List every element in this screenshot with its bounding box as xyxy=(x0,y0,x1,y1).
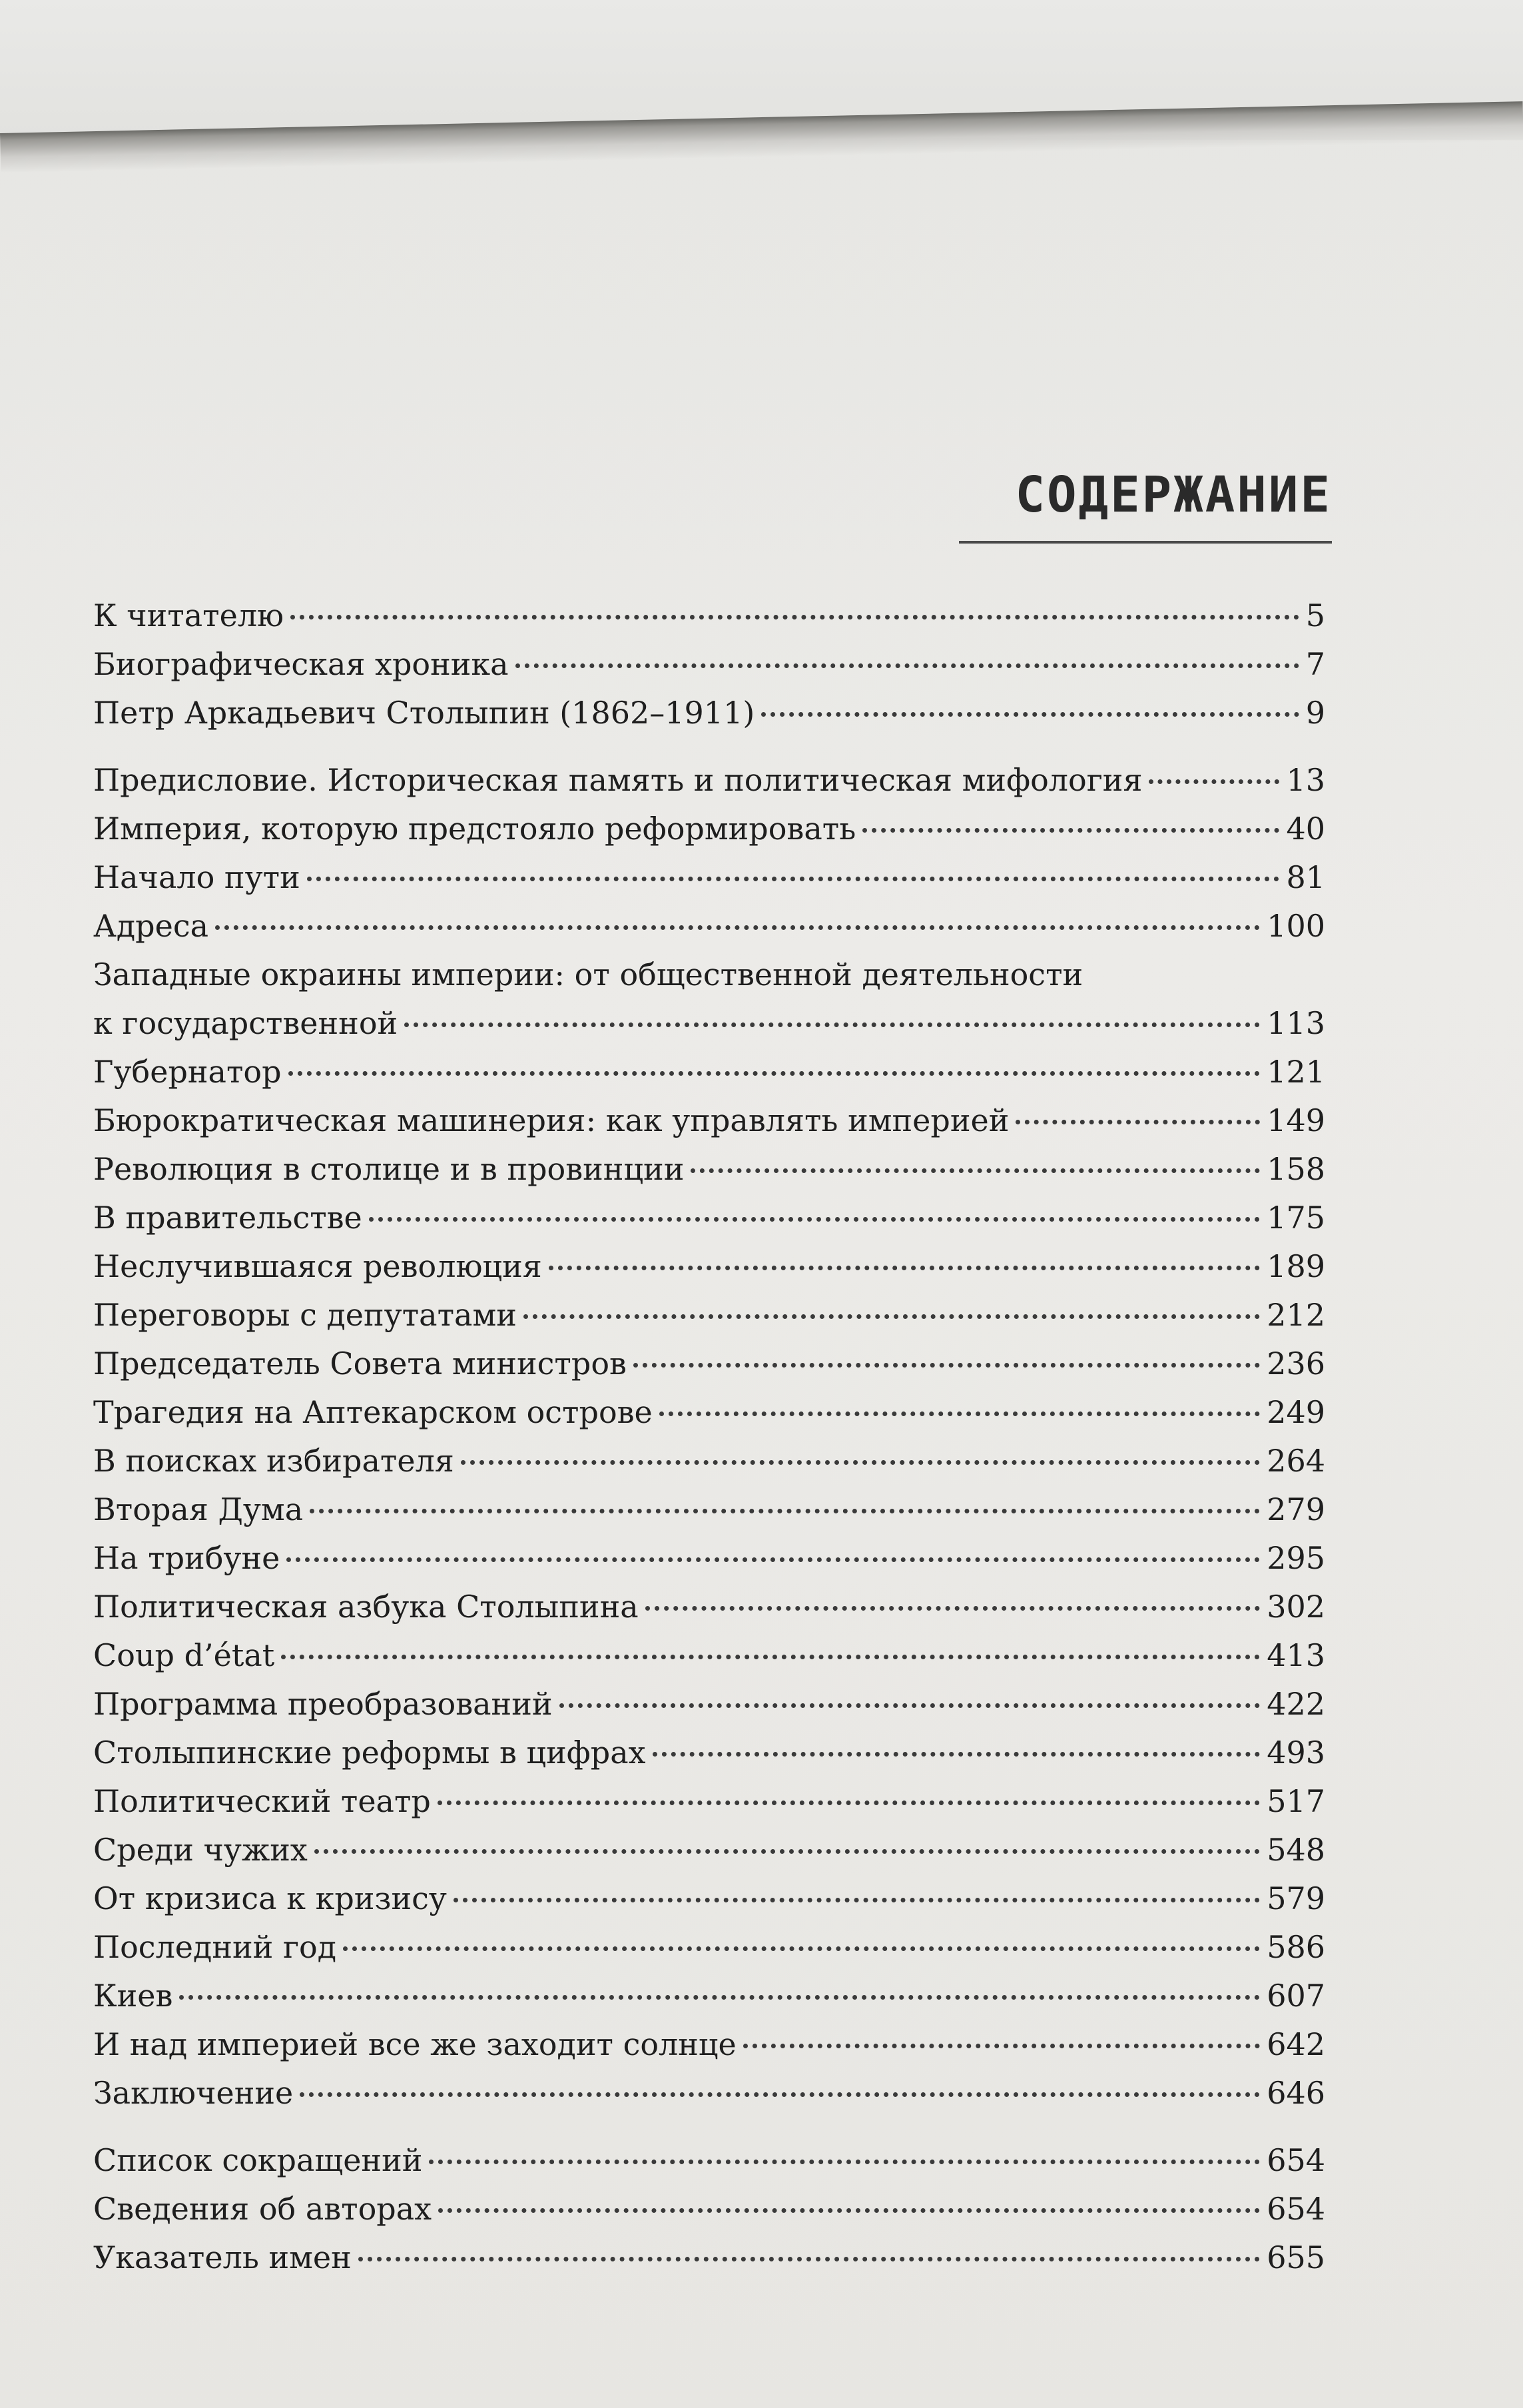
toc-entry xyxy=(93,640,1325,689)
toc-entry-page: 175 xyxy=(1267,1200,1325,1236)
toc-entry-page: 40 xyxy=(1286,811,1325,847)
toc-entry-page: 189 xyxy=(1267,1248,1325,1284)
toc-entry-title: Западные окраины империи: от общественной деятельности xyxy=(93,957,1083,993)
toc-entry-title: Вторая Дума xyxy=(93,1491,304,1527)
dot-leader xyxy=(862,828,1279,833)
toc-entry xyxy=(93,1534,1325,1583)
toc-entry-title: Адреса xyxy=(93,908,209,944)
dot-leader xyxy=(288,1071,1261,1076)
toc-entry-page: 642 xyxy=(1267,2026,1325,2062)
dot-leader xyxy=(1149,779,1279,784)
toc-entry-title: Бюрократическая машинерия: как управлять империей xyxy=(93,1102,1010,1138)
toc-entry xyxy=(93,1388,1325,1437)
toc-entry-title: Неслучившаяся революция xyxy=(93,1248,542,1284)
toc-entry-title-continued: к государственной xyxy=(93,1005,398,1041)
dot-leader xyxy=(307,877,1280,881)
dot-leader xyxy=(343,1946,1260,1951)
toc-entry-page: 100 xyxy=(1267,908,1325,944)
toc-entry xyxy=(93,2233,1325,2282)
toc-entry-page: 646 xyxy=(1267,2075,1325,2111)
dot-leader xyxy=(559,1703,1261,1708)
toc-entry-title: Среди чужих xyxy=(93,1832,308,1868)
toc-entry xyxy=(93,1923,1325,1972)
toc-entry-page: 517 xyxy=(1267,1783,1325,1819)
toc-entry-page: 579 xyxy=(1267,1880,1325,1916)
toc-entry-title: Петр Аркадьевич Столыпин (1862–1911) xyxy=(93,695,755,731)
dot-leader xyxy=(438,2208,1260,2213)
toc-entry xyxy=(93,1145,1325,1194)
toc-entry xyxy=(93,805,1325,853)
toc-entry-title: Председатель Совета министров xyxy=(93,1346,627,1382)
dot-leader xyxy=(523,1314,1260,1319)
toc-entry-page: 81 xyxy=(1286,859,1325,895)
toc-entry-page: 279 xyxy=(1267,1491,1325,1527)
toc-entry xyxy=(93,1826,1325,1874)
toc-entry-first-line xyxy=(93,951,1325,999)
toc-entry-page: 422 xyxy=(1267,1686,1325,1722)
toc-entry-page: 121 xyxy=(1267,1054,1325,1090)
toc-entry xyxy=(93,1096,1325,1145)
toc-entry-title: К читателю xyxy=(93,598,284,633)
dot-leader xyxy=(215,925,1260,930)
dot-leader xyxy=(179,1995,1260,2000)
toc-entry-page: 212 xyxy=(1267,1297,1325,1333)
toc-entry xyxy=(93,1583,1325,1631)
toc-entry-page: 236 xyxy=(1267,1346,1325,1382)
dot-leader xyxy=(369,1217,1260,1222)
toc-entry-title: Программа преобразований xyxy=(93,1686,553,1722)
dot-leader xyxy=(659,1411,1260,1416)
toc-entry xyxy=(93,1194,1325,1242)
toc-entry-title: Столыпинские реформы в цифрах xyxy=(93,1735,646,1771)
toc-entry xyxy=(93,853,1325,902)
toc-entry-page: 149 xyxy=(1267,1102,1325,1138)
dot-leader xyxy=(1016,1120,1260,1124)
dot-leader xyxy=(300,2092,1260,2097)
toc-entry-title: Политическая азбука Столыпина xyxy=(93,1589,639,1625)
dot-leader xyxy=(454,1898,1260,1902)
toc-entry-title: От кризиса к кризису xyxy=(93,1880,447,1916)
dot-leader xyxy=(358,2257,1260,2261)
toc-entry xyxy=(93,2020,1325,2069)
toc-entry xyxy=(93,1972,1325,2020)
dot-leader xyxy=(633,1363,1260,1368)
toc-entry xyxy=(93,2069,1325,2118)
toc-entry-page: 9 xyxy=(1305,695,1325,731)
toc-entry-title: В поисках избирателя xyxy=(93,1443,454,1479)
toc-entry-title: Революция в столице и в провинции xyxy=(93,1151,685,1187)
toc-entry-page: 302 xyxy=(1267,1589,1325,1625)
toc-entry-title: Начало пути xyxy=(93,859,300,895)
toc-entry xyxy=(93,756,1325,805)
dot-leader xyxy=(429,2160,1260,2164)
toc-entry-page: 607 xyxy=(1267,1978,1325,2014)
toc-entry-page: 654 xyxy=(1267,2142,1325,2178)
heading-underline xyxy=(959,541,1332,544)
toc-entry-page: 113 xyxy=(1267,1005,1325,1041)
toc-entry-page: 493 xyxy=(1267,1735,1325,1771)
toc-entry xyxy=(93,999,1325,1048)
toc-entry-title: Губернатор xyxy=(93,1054,282,1090)
toc-list xyxy=(93,592,1325,2282)
dot-leader xyxy=(645,1606,1261,1611)
toc-entry xyxy=(93,1729,1325,1777)
toc-entry xyxy=(93,1437,1325,1485)
dot-leader xyxy=(281,1655,1260,1659)
toc-entry-title: Сведения об авторах xyxy=(93,2191,432,2227)
toc-entry-title: Предисловие. Историческая память и политическая мифология xyxy=(93,762,1143,798)
toc-heading: СОДЕРЖАНИЕ xyxy=(1015,466,1332,524)
toc-entry-title: Империя, которую предстояло реформировать xyxy=(93,811,856,847)
toc-entry-title: Киев xyxy=(93,1978,173,2014)
dot-leader xyxy=(314,1849,1260,1854)
toc-entry xyxy=(93,1242,1325,1291)
toc-entry-title: Политический театр xyxy=(93,1783,431,1819)
toc-entry-page: 249 xyxy=(1267,1394,1325,1430)
toc-entry xyxy=(93,2185,1325,2233)
dot-leader xyxy=(743,2044,1260,2048)
toc-entry xyxy=(93,592,1325,640)
toc-entry xyxy=(93,1777,1325,1826)
dot-leader xyxy=(290,615,1299,619)
toc-entry-title: Биографическая хроника xyxy=(93,646,509,682)
toc-entry xyxy=(93,1291,1325,1340)
toc-entry-title: И над империей все же заходит солнце xyxy=(93,2026,737,2062)
toc-entry-page: 13 xyxy=(1286,762,1325,798)
toc-entry xyxy=(93,1874,1325,1923)
toc-entry xyxy=(93,1631,1325,1680)
toc-entry-page: 654 xyxy=(1267,2191,1325,2227)
toc-entry-title: Заключение xyxy=(93,2075,294,2111)
toc-entry-title: Трагедия на Аптекарском острове xyxy=(93,1394,653,1430)
dot-leader xyxy=(461,1460,1260,1465)
toc-entry-page: 295 xyxy=(1267,1540,1325,1576)
dot-leader xyxy=(515,663,1299,668)
dot-leader xyxy=(286,1557,1260,1562)
toc-entry-title: Список сокращений xyxy=(93,2142,423,2178)
toc-entry xyxy=(93,1680,1325,1729)
toc-entry-page: 655 xyxy=(1267,2239,1325,2275)
toc-entry-title: Последний год xyxy=(93,1929,337,1965)
toc-entry xyxy=(93,1048,1325,1096)
toc-entry-title: Переговоры с депутатами xyxy=(93,1297,517,1333)
dot-leader xyxy=(438,1801,1260,1805)
toc-entry-title: Указатель имен xyxy=(93,2239,352,2275)
toc-entry xyxy=(93,1340,1325,1388)
dot-leader xyxy=(310,1509,1260,1513)
toc-entry xyxy=(93,2136,1325,2185)
toc-entry-title: На трибуне xyxy=(93,1540,280,1576)
dot-leader xyxy=(404,1022,1260,1027)
toc-entry xyxy=(93,689,1325,737)
dot-leader xyxy=(549,1266,1260,1270)
dot-leader xyxy=(691,1168,1260,1173)
toc-entry-page: 264 xyxy=(1267,1443,1325,1479)
toc-entry-page: 5 xyxy=(1305,598,1325,633)
dot-leader xyxy=(761,712,1299,717)
toc-entry xyxy=(93,1485,1325,1534)
toc-entry-page: 158 xyxy=(1267,1151,1325,1187)
toc-entry-title: Coup d’état xyxy=(93,1637,275,1673)
toc-entry-page: 7 xyxy=(1305,646,1325,682)
toc-entry-title: В правительстве xyxy=(93,1200,362,1236)
toc-entry-page: 413 xyxy=(1267,1637,1325,1673)
dot-leader xyxy=(653,1752,1261,1757)
toc-entry-page: 548 xyxy=(1267,1832,1325,1868)
toc-entry-page: 586 xyxy=(1267,1929,1325,1965)
toc-entry xyxy=(93,902,1325,951)
